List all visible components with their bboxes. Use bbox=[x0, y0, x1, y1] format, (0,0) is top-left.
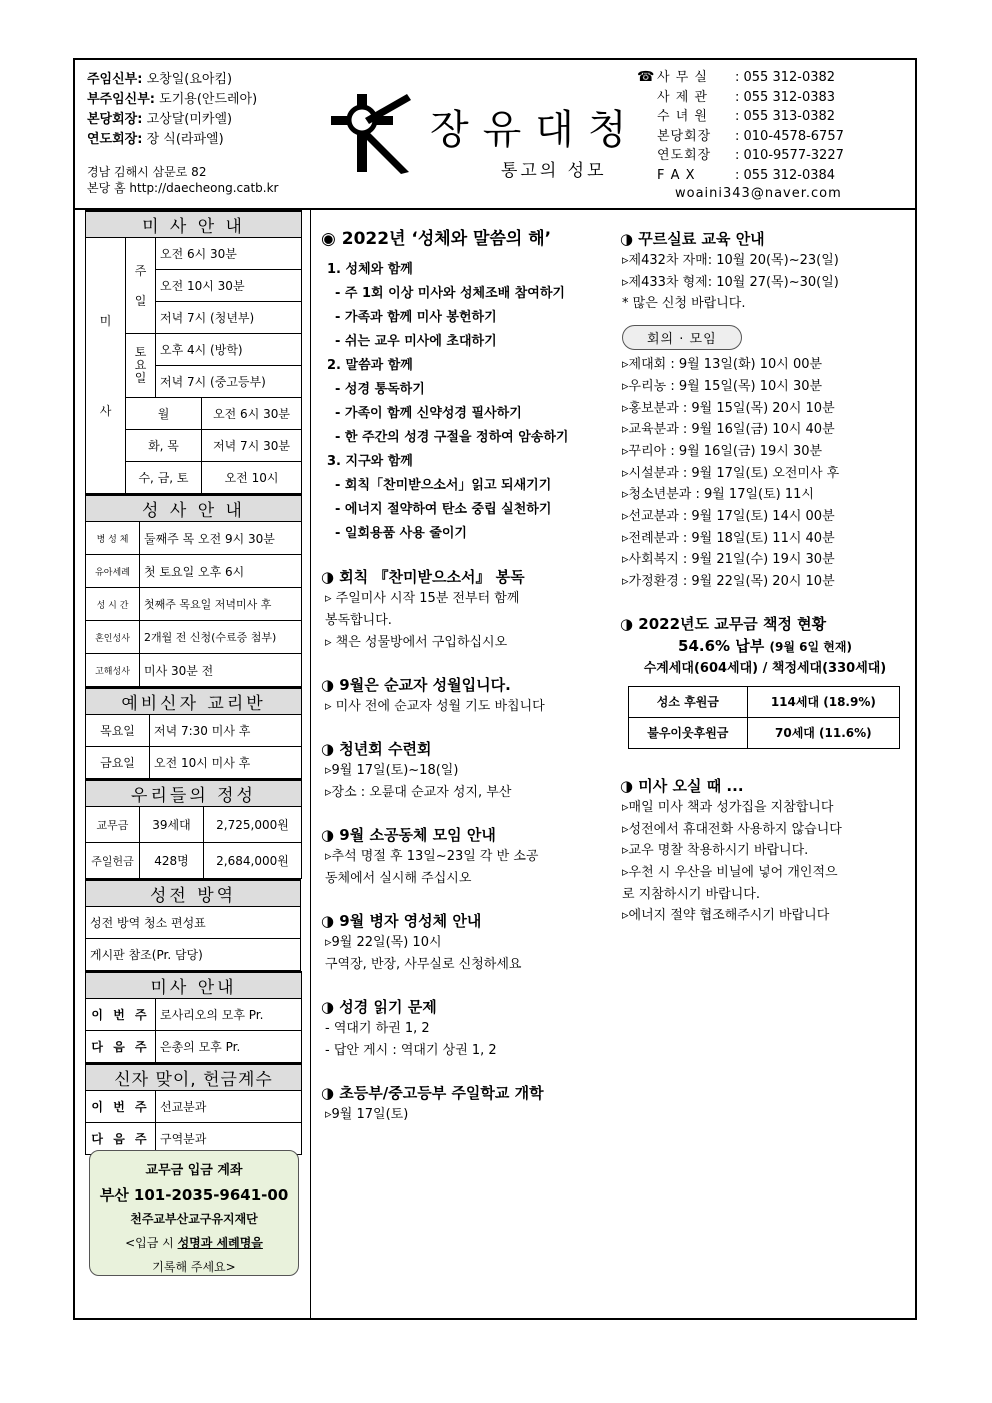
welcome-group: 선교분과 bbox=[156, 1091, 302, 1123]
theme-item: 1. 성체와 함께 bbox=[327, 262, 413, 277]
defense-line: 성전 방역 청소 편성표 bbox=[86, 907, 301, 939]
clergy-row bbox=[87, 90, 257, 110]
mass-schedule-table bbox=[85, 210, 302, 494]
theme-sub: - 주 1회 이상 미사와 성체조배 참여하기 bbox=[335, 286, 565, 301]
defense-line: 게시판 참조(Pr. 담당) bbox=[86, 939, 301, 971]
meeting-item: ▹우리농 : 9월 15일(목) 10시 30분 bbox=[622, 378, 823, 394]
clergy-value: 장 식(라파엘) bbox=[146, 132, 224, 147]
saturday-label-char: 요 bbox=[134, 358, 147, 372]
saturday-label bbox=[126, 334, 156, 398]
contact-label: F A X bbox=[657, 167, 696, 183]
tithe-rate: 54.6% 납부 bbox=[678, 636, 765, 655]
theme-item: 3. 지구와 함께 bbox=[327, 454, 413, 469]
meeting-item: ▹선교분과 : 9월 17일(토) 14시 00분 bbox=[622, 509, 835, 525]
contact-value: : 010-9577-3227 bbox=[735, 148, 844, 163]
theme-sub: - 일회용품 사용 줄이기 bbox=[335, 526, 467, 541]
mass-note: 로 지참하시기 바랍니다. bbox=[622, 886, 760, 902]
contact-list bbox=[637, 68, 844, 185]
section-title: ◑ 청년회 수련회 bbox=[321, 740, 432, 758]
tithe-item-name: 성소 후원금 bbox=[629, 686, 748, 717]
clergy-label: 본당회장: bbox=[87, 112, 143, 127]
mass-note: ▹에너지 절약 협조해주시기 바랍니다 bbox=[622, 908, 830, 924]
sacrament-info: 첫 토요일 오후 6시 bbox=[140, 555, 302, 588]
catechumen-title: 예비신자 교리반 bbox=[86, 688, 302, 715]
contact-value: : 055 312-0383 bbox=[735, 89, 836, 105]
account-title: 교무금 입금 계좌 bbox=[145, 1163, 243, 1178]
theme-sub: - 성경 통독하기 bbox=[335, 382, 425, 397]
contact-row bbox=[657, 88, 844, 108]
account-note bbox=[90, 1231, 298, 1255]
duty-group: 로사리오의 모후 Pr. bbox=[156, 999, 302, 1031]
offering-title: 우리들의 정성 bbox=[86, 780, 302, 807]
weekday-day: 월 bbox=[126, 398, 202, 430]
contact-row bbox=[657, 107, 844, 127]
theme-sub: - 에너지 절약하여 탄소 중립 실천하기 bbox=[335, 502, 552, 517]
section-line: ▹ 미사 전에 순교자 성월 기도 바칩니다 bbox=[325, 699, 545, 714]
meeting-item: ▹홍보분과 : 9월 15일(목) 20시 10분 bbox=[622, 400, 835, 416]
offering-name: 주일헌금 bbox=[86, 843, 140, 879]
contact-label: 수 녀 원 bbox=[657, 109, 708, 124]
theme-sub: - 가족과 함께 미사 봉헌하기 bbox=[335, 310, 497, 325]
contact-row bbox=[657, 146, 844, 166]
catechumen-day: 목요일 bbox=[86, 715, 150, 747]
clergy-value: 고상달(미카엘) bbox=[146, 112, 233, 127]
tithe-rate-row bbox=[620, 635, 910, 658]
catechumen-time: 저녁 7:30 미사 후 bbox=[150, 715, 302, 747]
section-line: ▹9월 22일(목) 10시 bbox=[325, 935, 442, 950]
offering-count: 39세대 bbox=[140, 807, 204, 843]
account-note-emph: 성명과 세례명을 bbox=[177, 1236, 263, 1250]
section-title: ◑ 성경 읽기 문제 bbox=[321, 998, 437, 1016]
section-title: ◑ 9월 소공동체 모임 안내 bbox=[321, 826, 496, 844]
middle-column bbox=[321, 228, 613, 1126]
catechumen-time: 오전 10시 미사 후 bbox=[150, 747, 302, 779]
tithe-item-value: 70세대 (11.6%) bbox=[747, 717, 899, 748]
mass-duty-title: 미사 안내 bbox=[86, 972, 302, 999]
welcome-title: 신자 맞이, 헌금계수 bbox=[86, 1064, 302, 1091]
duty-week: 다 음 주 bbox=[86, 1031, 156, 1063]
mass-label bbox=[86, 238, 126, 494]
section-line: ▹9월 17일(토)~18(일) bbox=[325, 763, 459, 778]
cross-logo-icon bbox=[327, 90, 413, 176]
sacrament-info: 첫째주 목요일 저녁미사 후 bbox=[140, 588, 302, 621]
clergy-label: 부주임신부: bbox=[87, 92, 155, 107]
theme-item: 2. 말씀과 함께 bbox=[327, 358, 413, 373]
theme-sub: - 회칙「찬미받으소서」읽고 되새기기 bbox=[335, 478, 552, 493]
right-column bbox=[620, 228, 910, 927]
account-note-end: 기록해 주세요> bbox=[152, 1260, 236, 1274]
homepage-link[interactable]: http://daecheong.catb.kr bbox=[129, 181, 279, 195]
column-divider bbox=[310, 210, 311, 1320]
clergy-list bbox=[87, 70, 257, 150]
section-line: 구역장, 반장, 사무실로 신청하세요 bbox=[325, 957, 522, 972]
homepage-label: 본당 홈 bbox=[87, 181, 126, 195]
theme-sub: - 한 주간의 성경 구절을 정하여 암송하기 bbox=[335, 430, 569, 445]
cursillo-line: ▹제433차 형제: 10월 27(목)~30(일) bbox=[622, 274, 839, 290]
duty-group: 은총의 모후 Pr. bbox=[156, 1031, 302, 1063]
sunday-mass-time: 오전 6시 30분 bbox=[156, 238, 302, 270]
account-note-text: <입금 시 bbox=[125, 1236, 178, 1250]
sacrament-name: 혼인성사 bbox=[86, 621, 140, 654]
clergy-value: 오창일(요아킴) bbox=[146, 72, 233, 87]
account-box bbox=[89, 1150, 299, 1276]
cursillo-title: ◑ 꾸르실료 교육 안내 bbox=[620, 230, 765, 248]
sacrament-name: 병 성 체 bbox=[86, 522, 140, 555]
section-title: ◑ 9월 병자 영성체 안내 bbox=[321, 912, 482, 930]
sunday-label-char: 주 bbox=[134, 263, 147, 278]
mass-note: ▹매일 미사 책과 성가집을 지참합니다 bbox=[622, 799, 834, 815]
section-title: ◑ 초등부/중고등부 주일학교 개학 bbox=[321, 1084, 544, 1102]
mass-note: ▹교우 명찰 착용하시기 바랍니다. bbox=[622, 843, 809, 859]
section-line: 봉독합니다. bbox=[325, 613, 392, 628]
parish-title: 장유대청 bbox=[430, 107, 641, 153]
meeting-item: ▹꾸리아 : 9월 16일(금) 19시 30분 bbox=[622, 443, 823, 459]
saturday-label-char: 일 bbox=[134, 371, 147, 385]
mass-note: ▹우천 시 우산을 비닐에 넣어 개인적으 bbox=[622, 864, 838, 880]
cursillo-line: ▹제432차 자매: 10월 20(목)~23(일) bbox=[622, 253, 839, 268]
tithe-date: (9월 6일 현재) bbox=[769, 639, 852, 654]
welcome-week: 다 음 주 bbox=[86, 1123, 156, 1155]
section-line: ▹추석 명절 후 13일~23일 각 반 소공 bbox=[325, 849, 539, 864]
address-block bbox=[87, 164, 278, 196]
sacrament-info: 미사 30분 전 bbox=[140, 654, 302, 687]
sunday-mass-time: 오전 10시 30분 bbox=[156, 270, 302, 302]
contact-value: : 055 312-0382 bbox=[735, 70, 836, 85]
welcome-table bbox=[85, 1063, 302, 1155]
weekday-time: 오전 6시 30분 bbox=[202, 398, 302, 430]
contact-label: 사 무 실 bbox=[657, 70, 708, 85]
welcome-week: 이 번 주 bbox=[86, 1091, 156, 1123]
section-title: ◑ 9월은 순교자 성월입니다. bbox=[321, 676, 511, 694]
section-line: ▹9월 17일(토) bbox=[325, 1107, 409, 1122]
clergy-value: 도기용(안드레아) bbox=[159, 92, 258, 107]
meeting-item: ▹가정환경 : 9월 22일(목) 20시 10분 bbox=[622, 574, 835, 590]
sacrament-title: 성 사 안 내 bbox=[86, 495, 302, 522]
homepage-row bbox=[87, 180, 278, 196]
catechumen-table bbox=[85, 687, 302, 779]
mass-label-char: 미 bbox=[99, 313, 112, 328]
cursillo-line: * 많은 신청 바랍니다. bbox=[622, 296, 746, 312]
account-number: 부산 101-2035-9641-00 bbox=[99, 1186, 289, 1204]
contact-value: : 055 312-0384 bbox=[735, 167, 836, 183]
contact-label: 본당회장 bbox=[657, 128, 712, 144]
weekday-time: 오전 10시 bbox=[202, 462, 302, 494]
tithe-item-name: 불우이웃후원금 bbox=[629, 717, 748, 748]
tithe-ratio: 수계세대(604세대) / 책정세대(330세대) bbox=[643, 660, 887, 676]
section-line: - 역대기 하권 1, 2 bbox=[325, 1021, 430, 1036]
catechumen-day: 금요일 bbox=[86, 747, 150, 779]
bulletin-frame bbox=[73, 58, 917, 1320]
meeting-item: ▹시설분과 : 9월 17일(토) 오전미사 후 bbox=[622, 465, 840, 481]
clergy-row bbox=[87, 130, 257, 150]
offering-name: 교무금 bbox=[86, 807, 140, 843]
clergy-row bbox=[87, 70, 257, 90]
sacrament-info: 2개월 전 신청(수료증 첨부) bbox=[140, 621, 302, 654]
clergy-row bbox=[87, 110, 257, 130]
phone-icon: ☎ bbox=[637, 69, 655, 85]
section-line: ▹ 주일미사 시작 15분 전부터 함께 bbox=[325, 591, 520, 606]
section-line: ▹장소 : 오륜대 순교자 성지, 부산 bbox=[325, 785, 512, 800]
saturday-mass-time: 오후 4시 (방학) bbox=[156, 334, 302, 366]
contact-label: 사 제 관 bbox=[657, 89, 708, 105]
email-address[interactable]: woaini343@naver.com bbox=[675, 186, 842, 201]
mass-note-title: ◑ 미사 오실 때 ... bbox=[620, 776, 744, 795]
sunday-label bbox=[126, 238, 156, 334]
section-line: 동체에서 실시해 주십시오 bbox=[325, 871, 472, 886]
tithe-item-value: 114세대 (18.9%) bbox=[747, 686, 899, 717]
header bbox=[75, 60, 915, 210]
sunday-mass-time: 저녁 7시 (청년부) bbox=[156, 302, 302, 334]
tithe-title: ◑ 2022년도 교무금 책정 현황 bbox=[620, 614, 827, 633]
meeting-item: ▹제대회 : 9월 13일(화) 10시 00분 bbox=[622, 357, 823, 373]
sacrament-name: 고해성사 bbox=[86, 654, 140, 687]
offering-count: 428명 bbox=[140, 843, 204, 879]
weekday-day: 화, 목 bbox=[126, 430, 202, 462]
meeting-item: ▹교육분과 : 9월 16일(금) 10시 40분 bbox=[622, 422, 835, 438]
defense-table bbox=[85, 879, 301, 971]
sacrament-name: 유아세례 bbox=[86, 555, 140, 588]
section-title: ◑ 회칙 『찬미받으소서』 봉독 bbox=[321, 568, 525, 586]
address: 경남 김해시 삼문로 82 bbox=[87, 165, 207, 179]
sunday-label-char: 일 bbox=[134, 293, 147, 308]
contact-row bbox=[657, 68, 844, 88]
clergy-label: 주임신부: bbox=[87, 72, 143, 87]
sacrament-table bbox=[85, 494, 302, 687]
theme-sub: - 가족이 함께 신약성경 필사하기 bbox=[335, 406, 522, 421]
meeting-item: ▹청소년분과 : 9월 17일(토) 11시 bbox=[622, 487, 814, 503]
contact-label: 연도회장 bbox=[657, 148, 712, 163]
mass-title: 미 사 안 내 bbox=[86, 211, 302, 238]
mass-duty-table bbox=[85, 971, 302, 1063]
contact-value: : 010-4578-6757 bbox=[735, 128, 844, 144]
defense-title: 성전 방역 bbox=[86, 880, 301, 907]
welcome-group: 구역분과 bbox=[156, 1123, 302, 1155]
saturday-mass-time: 저녁 7시 (중고등부) bbox=[156, 366, 302, 398]
offering-amount: 2,684,000원 bbox=[204, 843, 302, 879]
contact-row bbox=[657, 166, 844, 186]
section-line: ▹ 책은 성물방에서 구입하십시오 bbox=[325, 635, 508, 650]
meeting-item: ▹전례분과 : 9월 18일(토) 11시 40분 bbox=[622, 530, 835, 546]
meeting-label: 회의 · 모임 bbox=[622, 325, 742, 350]
offering-amount: 2,725,000원 bbox=[204, 807, 302, 843]
weekday-day: 수, 금, 토 bbox=[126, 462, 202, 494]
account-holder: 천주교부산교구유지재단 bbox=[130, 1212, 258, 1226]
clergy-label: 연도회장: bbox=[87, 132, 143, 147]
duty-week: 이 번 주 bbox=[86, 999, 156, 1031]
offering-table bbox=[85, 779, 302, 879]
sacrament-info: 둘째주 목 오전 9시 30분 bbox=[140, 522, 302, 555]
year-theme-title: ◉ 2022년 ‘성체와 말씀의 해’ bbox=[321, 229, 552, 249]
sacrament-name: 성 시 간 bbox=[86, 588, 140, 621]
theme-sub: - 쉬는 교우 미사에 초대하기 bbox=[335, 334, 497, 349]
mass-note: ▹성전에서 휴대전화 사용하지 않습니다 bbox=[622, 821, 842, 837]
left-column bbox=[85, 210, 301, 1155]
section-line: - 답안 게시 : 역대기 상권 1, 2 bbox=[325, 1043, 497, 1058]
meeting-item: ▹사회복지 : 9월 21일(수) 19시 30분 bbox=[622, 552, 835, 568]
tithe-table bbox=[628, 686, 900, 749]
saturday-label-char: 토 bbox=[134, 345, 147, 359]
contact-row bbox=[657, 127, 844, 147]
contact-value: : 055 313-0382 bbox=[735, 109, 836, 124]
mass-label-char: 사 bbox=[99, 403, 112, 418]
parish-subtitle: 통고의 성모 bbox=[501, 161, 607, 181]
weekday-time: 저녁 7시 30분 bbox=[202, 430, 302, 462]
